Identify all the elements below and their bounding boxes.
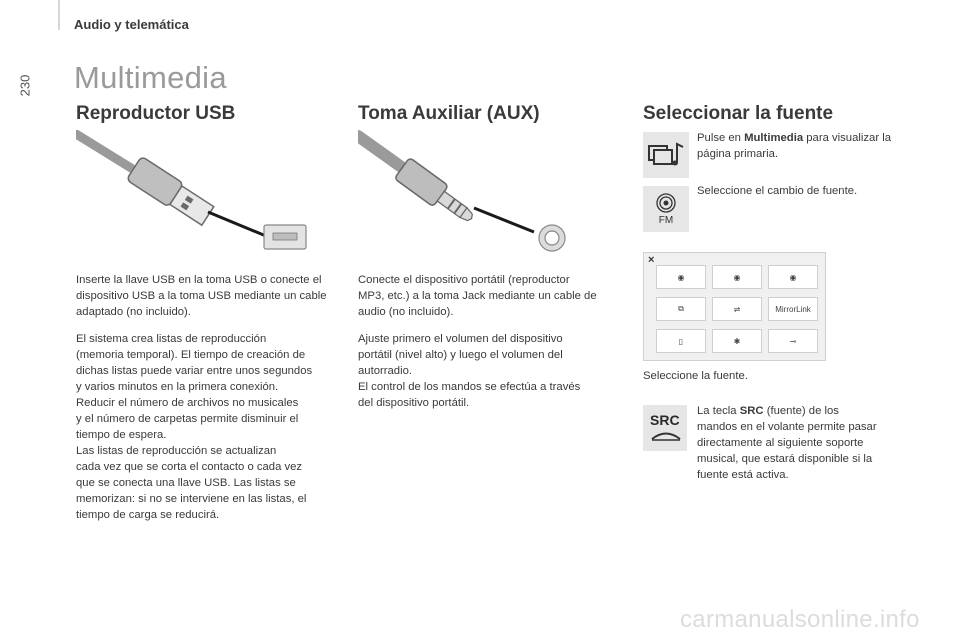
- source-option-mirrorlink[interactable]: MirrorLink: [768, 297, 818, 321]
- usb-p2-line: tiempo de espera.: [76, 429, 167, 441]
- source-option-radio-2[interactable]: ◉: [712, 265, 762, 289]
- usb-plug-illustration: [76, 130, 316, 255]
- src-button-label: SRC: [650, 412, 680, 428]
- source-option-media[interactable]: ⧉: [656, 297, 706, 321]
- aux-p2-line: El control de los mandos se efectúa a través: [358, 381, 581, 393]
- multimedia-button[interactable]: [643, 132, 689, 178]
- step4-line: [697, 403, 912, 419]
- usb-p2-line: tiempo de carga se reducirá.: [76, 509, 220, 521]
- aux-paragraph-2: [358, 331, 628, 411]
- step4-first-line: (fuente) de los: [763, 405, 839, 417]
- step1-bold: Multimedia: [744, 132, 804, 144]
- usb-p2-line: dichas listas puede variar entre unos segundos: [76, 365, 313, 377]
- aux-p1-line: Conecte el dispositivo portátil (reproductor: [358, 274, 570, 286]
- radio-icon: [655, 192, 677, 214]
- usb-p2-line: (memoria temporal). El tiempo de creación de: [76, 349, 306, 361]
- source-option-ipod[interactable]: ▯: [656, 329, 706, 353]
- source-step-4: [697, 403, 912, 483]
- page-title: Multimedia: [74, 60, 227, 95]
- usb-paragraph-1: Inserte la llave USB en la toma USB o conecte el dispositivo USB a la toma USB mediante un cable adaptado (no incluido).: [76, 274, 327, 318]
- usb-paragraph-2: [76, 331, 341, 523]
- step4-line: directamente al siguiente soporte: [697, 437, 864, 449]
- usb-p2-line: Reducir el número de archivos no musicales: [76, 397, 299, 409]
- aux-p2-line: portátil (nivel alto) y luego el volumen del: [358, 349, 563, 361]
- source-option-usb[interactable]: ⇌: [712, 297, 762, 321]
- chapter-title: Audio y telemática: [74, 17, 189, 32]
- aux-p2-line: Ajuste primero el volumen del dispositivo: [358, 333, 563, 345]
- aux-p2-line: del dispositivo portátil.: [358, 397, 470, 409]
- source-option-bluetooth[interactable]: ✱: [712, 329, 762, 353]
- usb-p2-line: cada vez que se corta el contacto o cada vez: [76, 461, 303, 473]
- close-icon[interactable]: ×: [648, 254, 655, 266]
- aux-p1-line: audio (no incluido).: [358, 306, 454, 318]
- aux-paragraph-1: [358, 272, 628, 320]
- source-step-1: [697, 130, 912, 162]
- page-number-area: [17, 70, 40, 100]
- header-divider: [58, 0, 60, 30]
- step4-line: mandos en el volante permite pasar: [697, 421, 877, 433]
- usb-p2-line: El sistema crea listas de reproducción: [76, 333, 267, 345]
- step4-line: fuente está activa.: [697, 469, 789, 481]
- aux-jack-illustration: [358, 130, 583, 255]
- source-grid: [656, 265, 818, 353]
- step1-suffix: para visualizar la página primaria.: [697, 132, 892, 160]
- fm-label: FM: [658, 215, 674, 226]
- source-section-title: Seleccionar la fuente: [643, 103, 834, 124]
- fm-source-button[interactable]: [643, 186, 689, 232]
- step4-prefix: La tecla: [697, 405, 740, 417]
- step4-bold: SRC: [739, 405, 764, 417]
- multimedia-icon: [647, 140, 685, 170]
- usb-p2-line: y varios minutos en la primera conexión.: [76, 381, 279, 393]
- source-option-radio-1[interactable]: ◉: [656, 265, 706, 289]
- source-option-radio-3[interactable]: ◉: [768, 265, 818, 289]
- phone-curve-icon: [650, 430, 682, 442]
- watermark: carmanualsonline.info: [680, 606, 920, 633]
- usb-p2-line: Las listas de reproducción se actualizan: [76, 445, 277, 457]
- source-step-3: Seleccione la fuente.: [643, 370, 748, 382]
- aux-section-title: Toma Auxiliar (AUX): [358, 103, 540, 124]
- source-option-aux[interactable]: ⊸: [768, 329, 818, 353]
- usb-p2-line: memorizan: si no se interviene en las listas, el: [76, 493, 307, 505]
- aux-p2-line: autorradio.: [358, 365, 413, 377]
- source-selection-screen: [643, 252, 826, 361]
- step1-prefix: Pulse en: [697, 132, 745, 144]
- page-number: 230: [17, 74, 33, 97]
- usb-section-title: Reproductor USB: [76, 103, 236, 124]
- source-step-2: Seleccione el cambio de fuente.: [697, 185, 858, 197]
- usb-p2-line: y el número de carpetas permite disminuir el: [76, 413, 299, 425]
- usb-p2-line: que se conecta una llave USB. Las listas se: [76, 477, 296, 489]
- step4-line: musical, que estará disponible si la: [697, 453, 873, 465]
- aux-p1-line: MP3, etc.) a la toma Jack mediante un cable de: [358, 290, 597, 302]
